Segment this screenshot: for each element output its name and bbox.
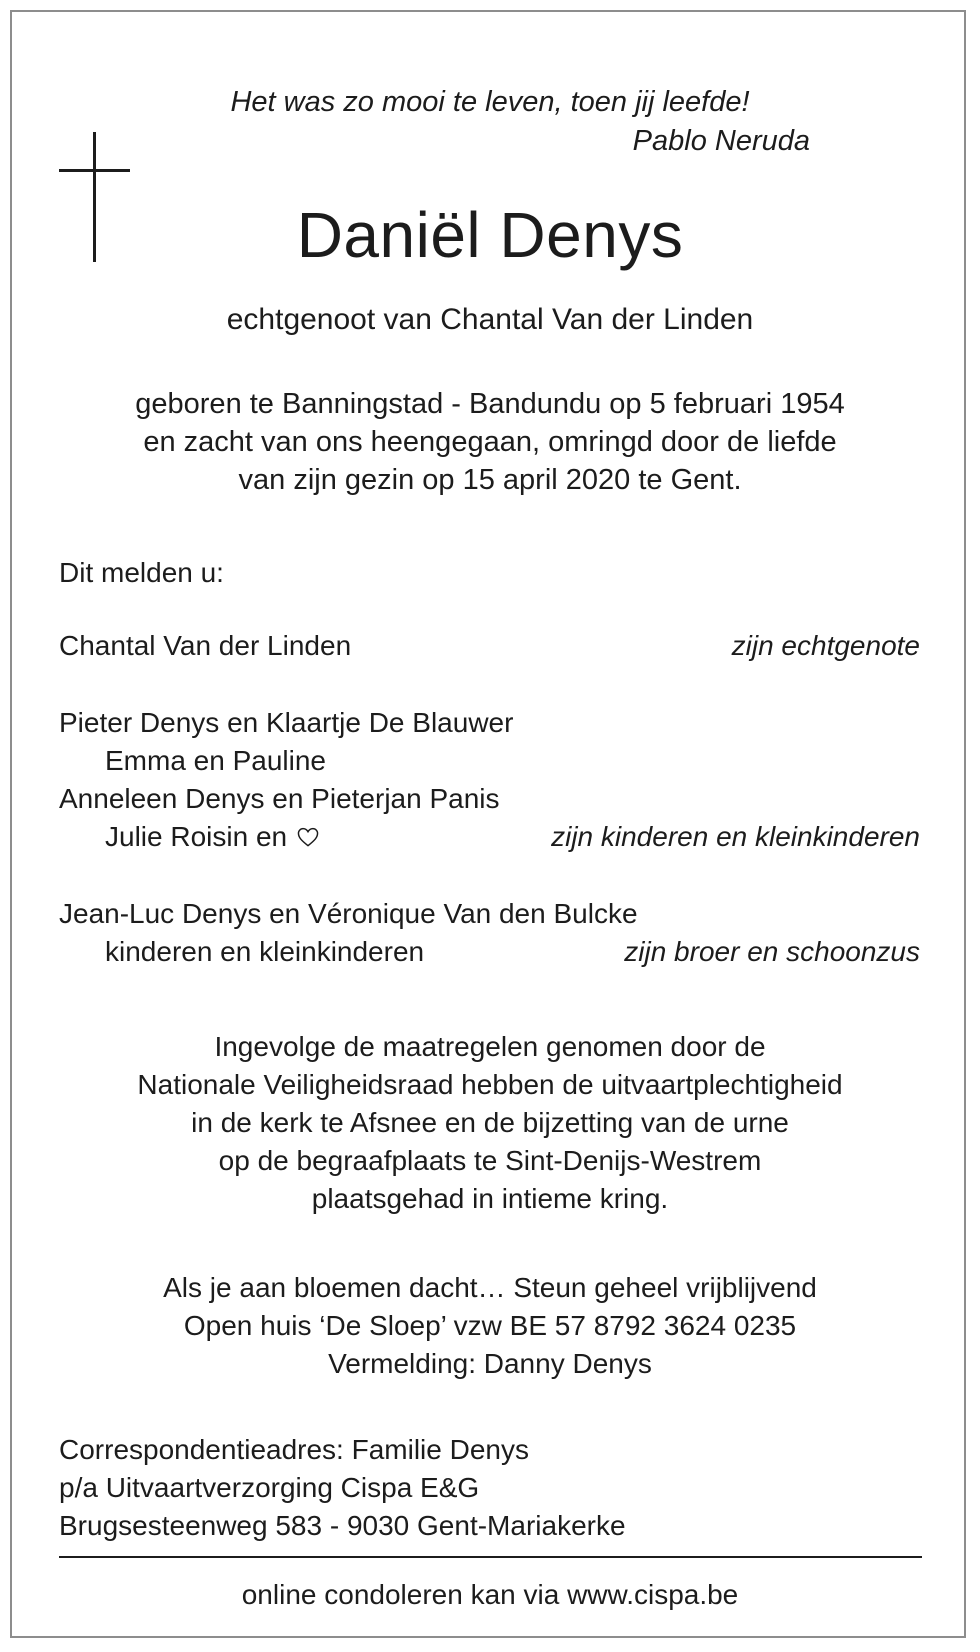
ceremony-text (0, 1028, 980, 1218)
quote-text: Het was zo mooi te leven, toen jij leefde! (230, 86, 750, 118)
ceremony-line: plaatsgehad in intieme kring. (311, 1183, 669, 1214)
correspondence-line: Correspondentieadres: Familie Denys (59, 1434, 529, 1465)
donation-line: Open huis ‘De Sloep’ vzw BE 57 8792 3624 0235 (183, 1310, 797, 1341)
ceremony-line: Ingevolge de maatregelen genomen door de (214, 1031, 766, 1062)
birth-line: geboren te Banningstad - Bandundu op 5 februari 1954 (135, 388, 845, 420)
family-name: Julie Roisin en (105, 821, 288, 852)
donation-text (0, 1269, 980, 1383)
family-name: Anneleen Denys en Pieterjan Panis (59, 783, 500, 814)
family-relation: zijn kinderen en kleinkinderen (551, 821, 920, 852)
family-name: kinderen en kleinkinderen (105, 936, 425, 967)
family-name: Emma en Pauline (105, 745, 327, 776)
quote-author: Pablo Neruda (632, 125, 810, 157)
birth-line: en zacht van ons heengegaan, omringd door de liefde (143, 426, 837, 458)
family-relation: zijn echtgenote (731, 630, 920, 661)
ceremony-line: op de begraafplaats te Sint-Denijs-Westrem (218, 1145, 762, 1176)
family-relation: zijn broer en schoonzus (624, 936, 920, 967)
correspondence-address (59, 1431, 626, 1545)
heart-icon (297, 827, 319, 847)
deceased-name: Daniël Denys (296, 199, 684, 271)
correspondence-line: Brugsesteenweg 583 - 9030 Gent-Mariakerke (59, 1510, 626, 1541)
donation-line: Als je aan bloemen dacht… Steun geheel vrijblijvend (163, 1272, 817, 1303)
birth-death-text (0, 385, 980, 499)
announcement-intro: Dit melden u: (59, 557, 224, 588)
family-name: Chantal Van der Linden (59, 630, 352, 661)
correspondence-line: p/a Uitvaartverzorging Cispa E&G (59, 1472, 480, 1503)
footer-condolence-link[interactable]: online condoleren kan via www.cispa.be (241, 1579, 739, 1610)
ceremony-line: Nationale Veiligheidsraad hebben de uitvaartplechtigheid (137, 1069, 843, 1100)
spouse-line: echtgenoot van Chantal Van der Linden (226, 303, 754, 336)
birth-line: van zijn gezin op 15 april 2020 te Gent. (238, 464, 742, 496)
family-name: Jean-Luc Denys en Véronique Van den Bulcke (59, 898, 638, 929)
ceremony-line: in de kerk te Afsnee en de bijzetting van de urne (191, 1107, 789, 1138)
donation-line: Vermelding: Danny Denys (328, 1348, 652, 1379)
divider (59, 1556, 922, 1558)
family-name-row (105, 821, 319, 853)
family-name: Pieter Denys en Klaartje De Blauwer (59, 707, 514, 738)
